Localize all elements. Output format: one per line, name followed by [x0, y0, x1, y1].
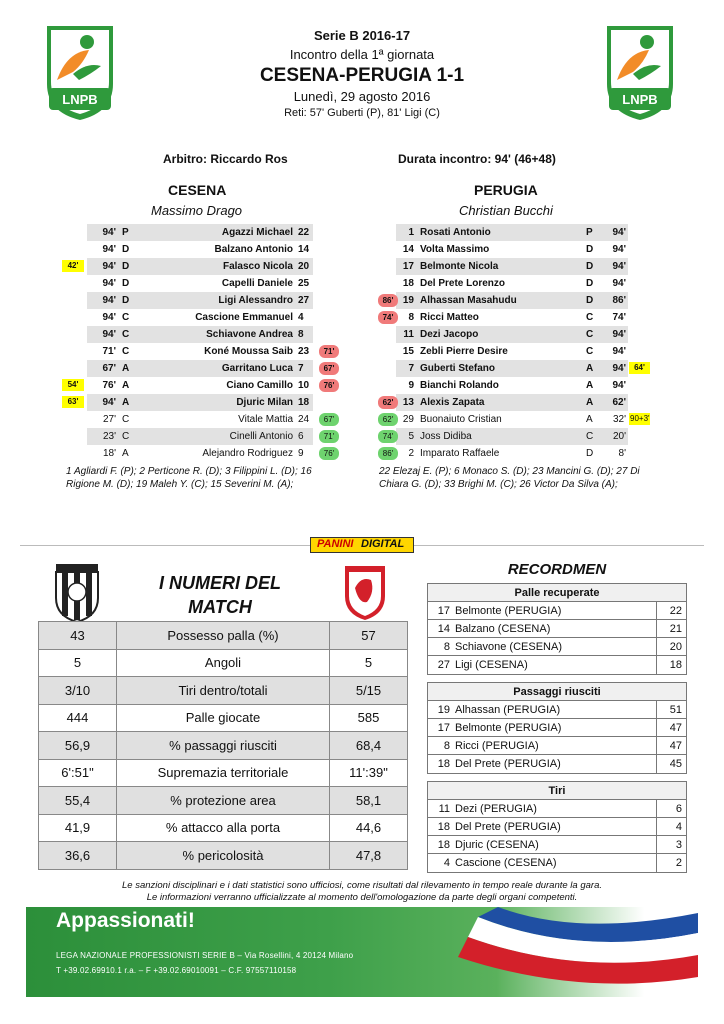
stat-value: 47 [656, 719, 686, 737]
player-name: Ricci (PERUGIA) [455, 740, 539, 752]
stat-label: Supremazia territoriale [117, 759, 330, 787]
player-name: Zebli Pierre Desire [420, 346, 508, 357]
stat-row [39, 704, 408, 732]
player-row [62, 275, 340, 292]
substitution-minute: 62' [378, 413, 398, 426]
player-role: P [586, 227, 593, 238]
recordmen-category: Passaggi riusciti [428, 683, 686, 701]
minutes-played: 94' [102, 397, 116, 408]
player-name: Garritano Luca [221, 363, 293, 374]
player-name: Del Prete (PERUGIA) [455, 821, 561, 833]
stat-value: 20 [656, 638, 686, 656]
player-name: Cascione (CESENA) [455, 857, 557, 869]
player-name: Alhassan Masahudu [420, 295, 517, 306]
away-value: 44,6 [330, 814, 408, 842]
shirt-number: 19 [437, 704, 450, 716]
away-bench: 22 Elezaj E. (P); 6 Monaco S. (D); 23 Mancini G. (D); 27 Di Chiara G. (D); 33 Brighi M. (C); 26 Victor Da Silva (A); [379, 466, 640, 490]
shirt-number: 14 [437, 623, 450, 635]
player-row [62, 411, 340, 428]
yellow-card-minute: 54' [62, 379, 84, 391]
home-value: 5 [39, 649, 117, 677]
recordmen-row [428, 719, 686, 737]
shirt-number: 14 [298, 244, 310, 255]
season-title: Serie B 2016-17 [313, 28, 411, 43]
stat-row [39, 787, 408, 815]
home-value: 444 [39, 704, 117, 732]
player-role: A [122, 363, 130, 374]
stat-label: Angoli [117, 649, 330, 677]
minutes-played: 76' [102, 380, 116, 391]
recordmen-row [428, 737, 686, 755]
minutes-played: 94' [612, 329, 626, 340]
stat-row [39, 842, 408, 870]
player-role: A [122, 448, 129, 459]
player-name: Agazzi Michael [221, 227, 293, 238]
player-row [62, 428, 340, 445]
player-role: C [586, 312, 594, 323]
player-role: P [122, 227, 129, 238]
player-name: Volta Massimo [420, 244, 490, 255]
goals-line: Reti: 57' Guberti (P), 81' Ligi (C) [284, 107, 440, 119]
player-role: D [586, 448, 594, 459]
yellow-card-minute: 42' [62, 260, 84, 272]
player-name: Joss Didiba [420, 431, 472, 442]
player-name: Falasco Nicola [222, 261, 293, 272]
player-role: D [586, 295, 594, 306]
recordmen-row [428, 818, 686, 836]
substitution-minute: 67' [319, 413, 339, 426]
recordmen-row [428, 656, 686, 674]
stat-label: % passaggi riusciti [117, 732, 330, 760]
sponsor-word-2: DIGITAL [361, 538, 405, 550]
minutes-played: 94' [612, 261, 626, 272]
player-name: Ciano Camillo [226, 380, 293, 391]
minutes-played: 94' [102, 295, 116, 306]
minutes-played: 94' [612, 244, 626, 255]
footer-banner [26, 907, 698, 997]
player-name: Balzano (CESENA) [455, 623, 551, 635]
player-name: Capelli Daniele [221, 278, 293, 289]
shirt-number: 4 [298, 312, 304, 323]
recordmen-row [428, 755, 686, 773]
player-row [378, 292, 650, 309]
player-role: C [122, 346, 130, 357]
shirt-number: 22 [298, 227, 310, 238]
stat-row [39, 732, 408, 760]
yellow-card-minute: 90+3' [630, 414, 650, 423]
player-role: A [122, 397, 130, 408]
player-row [62, 326, 340, 343]
home-coach: Massimo Drago [151, 203, 243, 218]
player-row [62, 377, 340, 394]
recordmen-row [428, 620, 686, 638]
player-row [378, 241, 650, 258]
home-value: 41,9 [39, 814, 117, 842]
player-row [378, 394, 650, 411]
shirt-number: 9 [408, 380, 414, 391]
match-title: CESENA-PERUGIA 1-1 [259, 65, 465, 86]
away-value: 58,1 [330, 787, 408, 815]
recordmen-box [427, 583, 687, 675]
numbers-title: I NUMERI DEL MATCH [158, 573, 281, 617]
player-name: Belmonte (PERUGIA) [455, 605, 562, 617]
round-label: Incontro della 1ª giornata [289, 47, 435, 62]
stat-label: % attacco alla porta [117, 814, 330, 842]
player-row [378, 275, 650, 292]
player-name: Dezi (PERUGIA) [455, 803, 537, 815]
shirt-number: 7 [298, 363, 304, 374]
stat-value: 4 [656, 818, 686, 836]
substitution-minute: 76' [319, 379, 339, 392]
player-name: Schiavone Andrea [206, 329, 293, 340]
shirt-number: 20 [298, 261, 310, 272]
shirt-number: 18 [437, 821, 450, 833]
player-role: C [122, 431, 130, 442]
substitution-minute: 62' [378, 396, 398, 409]
sponsor-word-1: PANINI [317, 538, 354, 550]
shirt-number: 17 [402, 261, 414, 272]
shirt-number: 17 [437, 605, 450, 617]
player-name: Belmonte (PERUGIA) [455, 722, 562, 734]
match-header [160, 28, 564, 119]
player-name: Ligi Alessandro [218, 295, 293, 306]
disclaimer-line-1: Le sanzioni disciplinari e i dati statistici sono ufficiosi, come risultati dal rilevamento in tempo reale durante la gara. [122, 880, 602, 891]
player-name: Ligi (CESENA) [455, 659, 528, 671]
substitution-minute: 71' [319, 430, 339, 443]
player-name: Alejandro Rodriguez [202, 448, 293, 459]
stat-value: 18 [656, 656, 686, 674]
minutes-played: 94' [102, 261, 116, 272]
minutes-played: 94' [612, 346, 626, 357]
player-role: A [586, 380, 594, 391]
player-row [378, 224, 650, 241]
recordmen-row [428, 701, 686, 719]
stat-value: 22 [656, 602, 686, 620]
stat-value: 3 [656, 836, 686, 854]
player-role: A [586, 414, 593, 425]
home-value: 6':51" [39, 759, 117, 787]
player-role: A [586, 397, 594, 408]
player-row [62, 224, 340, 241]
recordmen-row [428, 836, 686, 854]
substitution-minute: 71' [319, 345, 339, 358]
disclaimer [20, 880, 704, 904]
home-value: 43 [39, 622, 117, 650]
minutes-played: 94' [102, 329, 116, 340]
player-row [62, 241, 340, 258]
stat-label: % protezione area [117, 787, 330, 815]
player-role: C [122, 414, 130, 425]
stat-label: Possesso palla (%) [117, 622, 330, 650]
stat-value: 45 [656, 755, 686, 773]
logo-lettering: LNPB [62, 92, 98, 107]
match-date: Lunedì, 29 agosto 2016 [293, 89, 431, 104]
home-roster [62, 224, 340, 462]
recordmen-category: Tiri [428, 782, 686, 800]
player-name: Imparato Raffaele [420, 448, 500, 459]
player-row [378, 428, 650, 445]
player-name: Djuric Milan [236, 397, 293, 408]
logo-lettering: LNPB [622, 92, 658, 107]
player-name: Ricci Matteo [420, 312, 479, 323]
player-row [62, 343, 340, 360]
away-value: 11':39" [330, 759, 408, 787]
shirt-number: 8 [408, 312, 414, 323]
recordmen-category: Palle recuperate [428, 584, 686, 602]
player-name: Del Prete Lorenzo [420, 278, 506, 289]
player-name: Djuric (CESENA) [455, 839, 539, 851]
recordmen-title: RECORDMEN [507, 561, 607, 578]
shirt-number: 18 [437, 758, 450, 770]
sponsor-logo [310, 537, 414, 553]
shirt-number: 1 [408, 227, 414, 238]
banner-contacts: T +39.02.69910.1 r.a. – F +39.02.69010091 – C.F. 97557110158 [56, 966, 297, 975]
stat-value: 2 [656, 854, 686, 872]
minutes-played: 94' [612, 363, 626, 374]
minutes-played: 94' [102, 244, 116, 255]
minutes-played: 94' [102, 312, 116, 323]
minutes-played: 27' [102, 414, 116, 425]
shirt-number: 14 [402, 244, 414, 255]
substitution-minute: 86' [378, 294, 398, 307]
referee-label: Arbitro: Riccardo Ros [163, 152, 288, 166]
recordmen-box [427, 781, 687, 873]
player-role: D [122, 261, 130, 272]
away-value: 47,8 [330, 842, 408, 870]
shirt-number: 2 [408, 448, 414, 459]
shirt-number: 8 [443, 641, 450, 653]
perugia-crest-icon [341, 562, 389, 622]
player-name: Vitale Mattia [238, 414, 293, 425]
shirt-number: 11 [438, 803, 450, 815]
player-name: Del Prete (PERUGIA) [455, 758, 561, 770]
stat-label: Tiri dentro/totali [117, 677, 330, 705]
minutes-played: 94' [612, 380, 626, 391]
away-roster [378, 224, 650, 462]
minutes-played: 23' [102, 431, 116, 442]
cesena-crest-icon [52, 562, 102, 624]
banner-slogan: Appassionati! [56, 909, 195, 932]
substitution-minute: 74' [378, 311, 398, 324]
player-role: D [586, 261, 594, 272]
shirt-number: 13 [402, 397, 414, 408]
minutes-played: 94' [102, 278, 116, 289]
player-role: D [122, 244, 130, 255]
yellow-card-minute: 64' [629, 362, 650, 374]
player-row [378, 360, 650, 377]
player-name: Balzano Antonio [214, 244, 293, 255]
stat-value: 51 [656, 701, 686, 719]
minutes-played: 94' [102, 227, 116, 238]
recordmen-row [428, 800, 686, 818]
shirt-number: 24 [298, 414, 310, 425]
stat-label: Palle giocate [117, 704, 330, 732]
player-row [62, 258, 340, 275]
player-role: D [586, 278, 594, 289]
shirt-number: 15 [402, 346, 414, 357]
shirt-number: 7 [408, 363, 414, 374]
duration-label: Durata incontro: 94' (46+48) [398, 152, 556, 166]
lnpb-logo [43, 22, 117, 122]
recordmen-row [428, 854, 686, 872]
player-role: A [586, 363, 594, 374]
banner-address: LEGA NAZIONALE PROFESSIONISTI SERIE B – Via Rosellini, 4 20124 Milano [56, 951, 354, 960]
player-name: Bianchi Rolando [420, 380, 499, 391]
stat-row [39, 677, 408, 705]
shirt-number: 11 [403, 329, 414, 340]
player-row [62, 309, 340, 326]
minutes-played: 74' [612, 312, 626, 323]
minutes-played: 62' [612, 397, 626, 408]
stat-value: 6 [656, 800, 686, 818]
player-role: D [122, 295, 130, 306]
shirt-number: 4 [443, 857, 450, 869]
player-name: Rosati Antonio [420, 227, 491, 238]
player-role: C [586, 329, 594, 340]
stat-row [39, 649, 408, 677]
away-value: 5 [330, 649, 408, 677]
away-value: 5/15 [330, 677, 408, 705]
minutes-played: 67' [102, 363, 116, 374]
player-row [378, 309, 650, 326]
player-row [378, 343, 650, 360]
minutes-played: 94' [612, 227, 626, 238]
player-role: C [122, 312, 130, 323]
minutes-played: 71' [102, 346, 116, 357]
shirt-number: 27 [437, 659, 450, 671]
player-role: C [586, 346, 594, 357]
minutes-played: 32' [612, 414, 626, 425]
player-name: Cinelli Antonio [229, 431, 293, 442]
player-name: Dezi Jacopo [420, 329, 479, 340]
shirt-number: 9 [298, 448, 304, 459]
player-name: Alexis Zapata [420, 397, 485, 408]
player-row [378, 411, 650, 428]
recordmen-box [427, 682, 687, 774]
away-team-name: PERUGIA [474, 182, 538, 198]
yellow-card-minute: 63' [62, 396, 84, 408]
home-value: 36,6 [39, 842, 117, 870]
player-role: D [586, 244, 594, 255]
shirt-number: 17 [437, 722, 450, 734]
disclaimer-line-2: Le informazioni verranno ufficializzate al momento dell'omologazione da parte degli organi competenti. [146, 892, 578, 903]
substitution-minute: 86' [378, 447, 398, 460]
stat-row [39, 814, 408, 842]
player-name: Belmonte Nicola [420, 261, 499, 272]
substitution-minute: 74' [378, 430, 398, 443]
player-role: C [586, 431, 594, 442]
stat-value: 47 [656, 737, 686, 755]
player-row [378, 258, 650, 275]
shirt-number: 29 [402, 414, 414, 425]
recordmen-row [428, 638, 686, 656]
away-value: 57 [330, 622, 408, 650]
player-name: Guberti Stefano [420, 363, 496, 374]
shirt-number: 25 [298, 278, 310, 289]
player-row [62, 394, 340, 411]
stat-row [39, 622, 408, 650]
minutes-played: 18' [102, 448, 116, 459]
player-name: Buonaiuto Cristian [420, 414, 502, 425]
home-bench: 1 Agliardi F. (P); 2 Perticone R. (D); 3 Filippini L. (D); 16 Rigione M. (D); 19 Maleh Y. (C); 15 Severini M. (A); [66, 466, 312, 490]
minutes-played: 20' [612, 431, 626, 442]
player-role: D [122, 278, 130, 289]
recordmen-row [428, 602, 686, 620]
player-row [62, 445, 340, 462]
stat-row [39, 759, 408, 787]
shirt-number: 18 [402, 278, 414, 289]
away-value: 68,4 [330, 732, 408, 760]
shirt-number: 5 [408, 431, 414, 442]
away-coach: Christian Bucchi [459, 203, 553, 218]
shirt-number: 6 [298, 431, 304, 442]
player-row [378, 377, 650, 394]
shirt-number: 18 [298, 397, 310, 408]
stat-label: % pericolosità [117, 842, 330, 870]
home-value: 56,9 [39, 732, 117, 760]
player-row [378, 445, 650, 462]
shirt-number: 10 [298, 380, 310, 391]
shirt-number: 27 [298, 295, 310, 306]
home-value: 55,4 [39, 787, 117, 815]
substitution-minute: 76' [319, 447, 339, 460]
player-row [378, 326, 650, 343]
minutes-played: 8' [618, 448, 626, 459]
shirt-number: 19 [402, 295, 414, 306]
shirt-number: 23 [298, 346, 310, 357]
shirt-number: 8 [298, 329, 304, 340]
substitution-minute: 67' [319, 362, 339, 375]
shirt-number: 18 [437, 839, 450, 851]
shirt-number: 8 [443, 740, 450, 752]
player-name: Koné Moussa Saib [204, 346, 293, 357]
player-role: C [122, 329, 130, 340]
stat-value: 21 [656, 620, 686, 638]
minutes-played: 86' [612, 295, 626, 306]
match-stats-table [38, 621, 408, 870]
player-row [62, 292, 340, 309]
home-value: 3/10 [39, 677, 117, 705]
player-name: Schiavone (CESENA) [455, 641, 562, 653]
lnpb-logo [603, 22, 677, 122]
minutes-played: 94' [612, 278, 626, 289]
player-role: A [122, 380, 130, 391]
player-name: Cascione Emmanuel [195, 312, 293, 323]
player-row [62, 360, 340, 377]
player-name: Alhassan (PERUGIA) [455, 704, 561, 716]
tricolor-wave-icon [438, 907, 698, 997]
home-team-name: CESENA [168, 182, 227, 198]
away-value: 585 [330, 704, 408, 732]
